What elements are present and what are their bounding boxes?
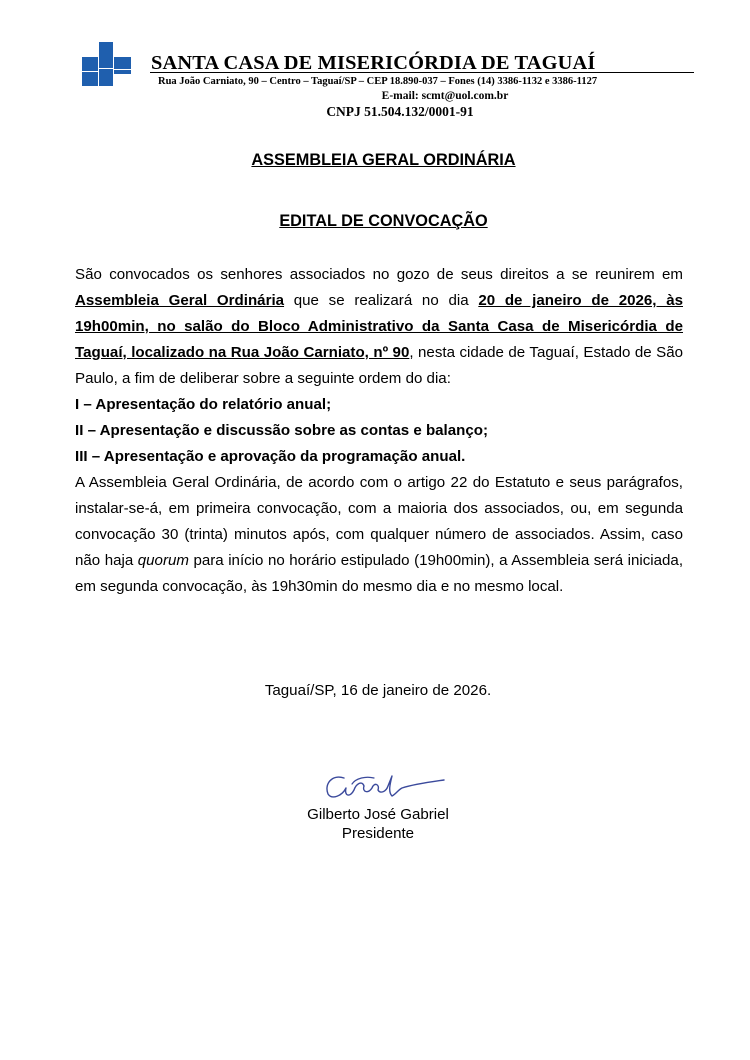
organization-address: Rua João Carniato, 90 – Centro – Taguaí/SP – CEP 18.890-037 – Fones (14) 3386-1132 e 3386-1127: [158, 76, 598, 87]
p1-text-a: São convocados os senhores associados no gozo de seus direitos a se reunirem em: [75, 266, 683, 283]
convocation-paragraph: [75, 262, 683, 392]
organization-name: SANTA CASA DE MISERICÓRDIA DE TAGUAÍ: [151, 52, 596, 74]
organization-cnpj: CNPJ 51.504.132/0001-91: [326, 104, 474, 119]
header-rule: [150, 72, 694, 73]
quorum-term: quorum: [137, 552, 189, 569]
meeting-date-location: 20 de janeiro de 2026, às 19h00min, no salão do Bloco Administrativo da Santa Casa de Misericórdia de Taguaí, localizado na Rua João Carniato, nº 90: [75, 292, 683, 361]
p2-text-c: para início no horário estipulado (19h00min), a Assembleia será iniciada, em segunda convocação, às 19h30min do mesmo dia e no mesmo local.: [75, 552, 684, 595]
agenda-item-2: II – Apresentação e discussão sobre as contas e balanço;: [75, 422, 489, 439]
place-and-date: Taguaí/SP, 16 de janeiro de 2026.: [264, 682, 492, 699]
p1-text-c: que se realizará no dia: [284, 292, 479, 309]
edital-title: EDITAL DE CONVOCAÇÃO: [279, 212, 488, 230]
hospital-cross-logo-icon: [79, 42, 133, 90]
assembly-name-emphasis: Assembleia Geral Ordinária: [75, 292, 285, 309]
signature-icon: [322, 768, 446, 806]
agenda-item-1: I – Apresentação do relatório anual;: [75, 396, 332, 413]
p1-text-e: , nesta cidade de Taguaí, Estado de São Paulo, a fim de deliberar sobre a seguinte ordem do dia:: [75, 344, 683, 387]
assembly-title: ASSEMBLEIA GERAL ORDINÁRIA: [251, 151, 516, 169]
signer-role: Presidente: [341, 825, 415, 842]
signer-block: [290, 805, 466, 843]
document-body: [75, 262, 683, 600]
signer-name: Gilberto José Gabriel: [307, 806, 449, 823]
quorum-paragraph: [75, 470, 683, 600]
organization-email: E-mail: scmt@uol.com.br: [381, 90, 509, 102]
p2-text-a: A Assembleia Geral Ordinária, de acordo com o artigo 22 do Estatuto e seus parágrafos, instalar-se-á, em primeira convocação, com a maioria dos associados, ou, em segunda convocação 30 (trinta) minutos após, com qualquer número de associados. Assim, caso não haja: [75, 474, 683, 569]
agenda-item-3: III – Apresentação e aprovação da programação anual.: [75, 448, 466, 465]
